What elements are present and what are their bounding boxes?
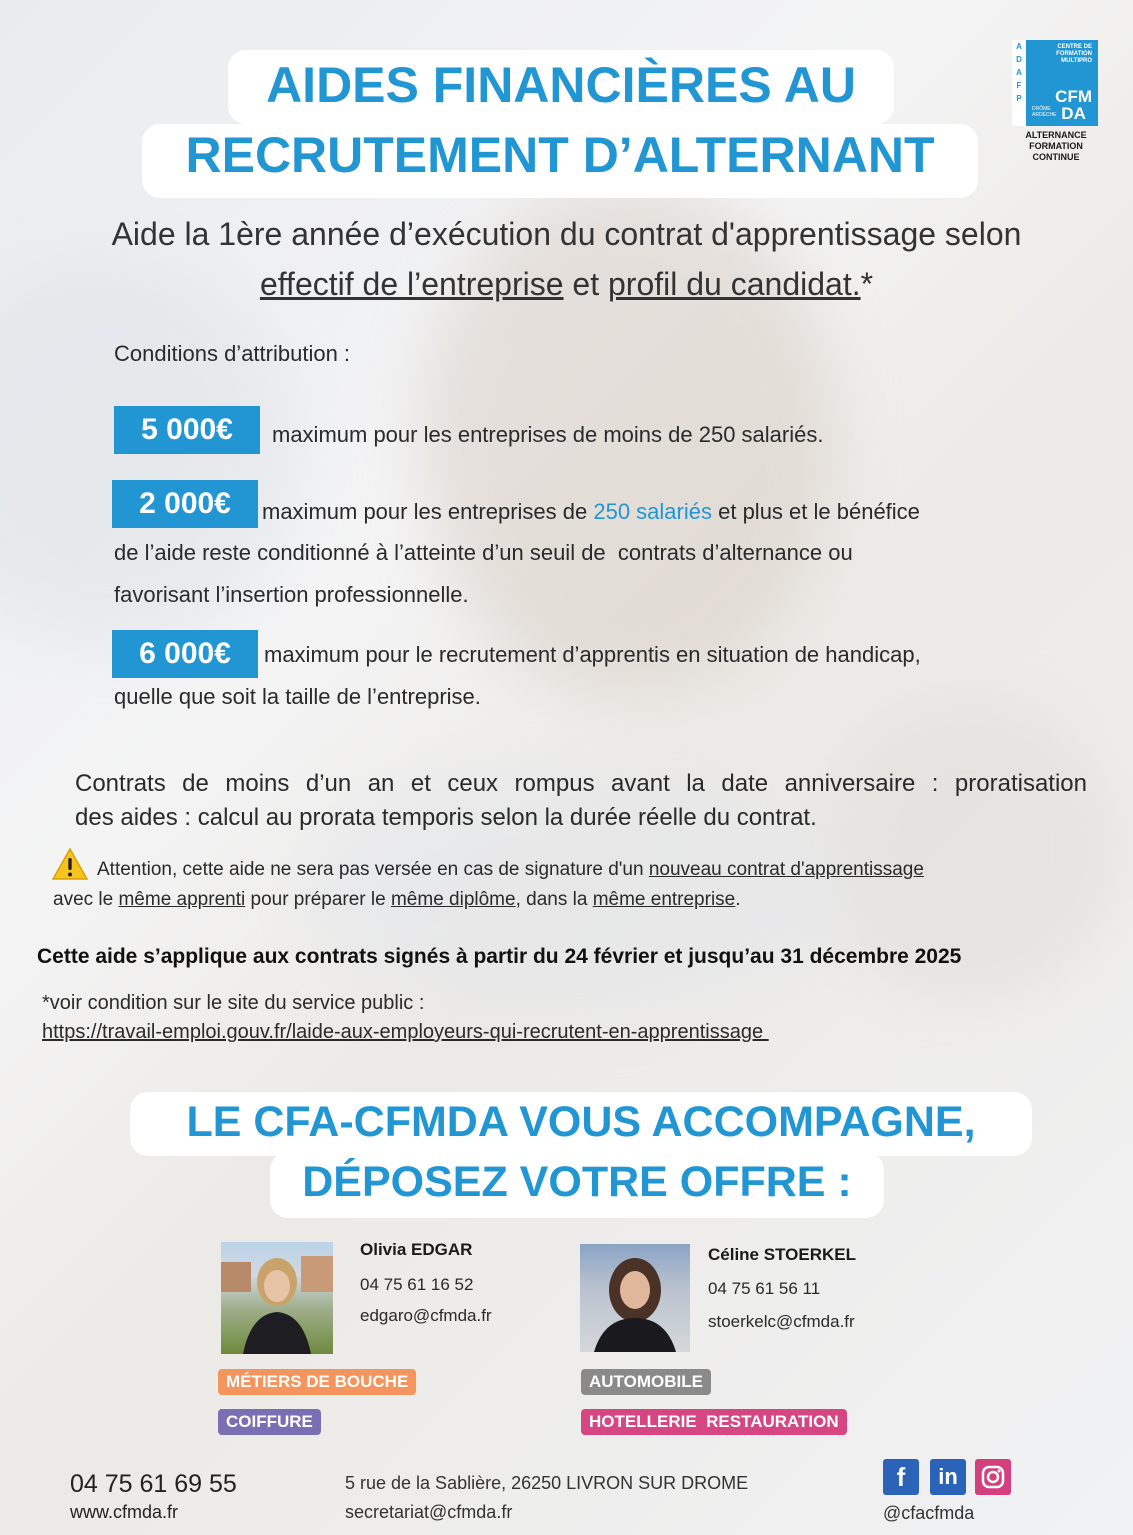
footer-email[interactable]: secretariat@cfmda.fr <box>345 1502 513 1522</box>
contact-phone-celine[interactable]: 04 75 61 56 11 <box>708 1279 821 1298</box>
tag-coiffure: COIFFURE <box>218 1409 321 1435</box>
condition-5000-text: maximum pour les entreprises de moins de 250 salariés. <box>272 422 824 447</box>
warning-icon <box>52 848 88 880</box>
tag-metiers-de-bouche: MÉTIERS DE BOUCHE <box>218 1369 416 1395</box>
linkedin-icon[interactable]: in <box>930 1459 966 1495</box>
social-handle[interactable]: @cfacfmda <box>883 1503 975 1523</box>
cfmda-logo <box>1012 40 1100 163</box>
intro-link-effectif: effectif de l’entreprise <box>259 266 564 302</box>
tag-hotellerie-restauration: HOTELLERIE RESTAURATION <box>581 1409 847 1435</box>
main-title-line1 <box>228 50 894 124</box>
logo-side-letters: A D A F P <box>1012 40 1028 126</box>
logo-caption: ALTERNANCE FORMATION CONTINUE <box>1025 130 1087 162</box>
intro-line-2: effectif de l’entreprise et profil du candidat.* <box>259 266 874 302</box>
title-text-2: RECRUTEMENT D’ALTERNANT <box>185 127 935 183</box>
condition-2000-line1: maximum pour les entreprises de 250 salariés et plus et le bénéfice <box>262 499 920 524</box>
main-title-line2 <box>142 124 978 198</box>
contact-phone-olivia[interactable]: 04 75 61 16 52 <box>360 1275 474 1294</box>
logo-top-text: CENTRE DE FORMATION MULTIPRO <box>1056 44 1092 64</box>
cta-line2: DÉPOSEZ VOTRE OFFRE : <box>270 1152 884 1218</box>
tag-automobile: AUTOMOBILE <box>581 1369 711 1395</box>
highlight-250: 250 salariés <box>593 499 712 524</box>
footer-address: 5 rue de la Sablière, 26250 LIVRON SUR DROME <box>345 1473 749 1493</box>
warning-line2: avec le même apprenti pour préparer le même diplôme, dans la même entreprise. <box>53 889 741 910</box>
contact-name-olivia: Olivia EDGAR <box>360 1240 473 1259</box>
cta-line1: LE CFA-CFMDA VOUS ACCOMPAGNE, <box>130 1092 1032 1156</box>
logo-small-text: DRÔME ARDÈCHE <box>1032 106 1057 118</box>
condition-2000-line3: favorisant l’insertion professionnelle. <box>114 582 469 607</box>
warning-line1: Attention, cette aide ne sera pas versée en cas de signature d'un nouveau contrat d'apprentissage <box>97 859 924 880</box>
intro-link-profil: profil du candidat. <box>607 266 861 302</box>
amount-badge-6000: 6 000€ <box>112 630 258 678</box>
proration-line1: Contrats de moins d’un an et ceux rompus avant la date anniversaire : proratisation <box>75 770 1087 797</box>
validity-statement: Cette aide s’applique aux contrats signés à partir du 24 février et jusqu’au 31 décembre 2025 <box>37 945 962 968</box>
amount-badge-5000: 5 000€ <box>114 406 260 454</box>
conditions-heading: Conditions d’attribution : <box>114 341 351 366</box>
amount-badge-2000: 2 000€ <box>112 480 258 528</box>
footer-phone[interactable]: 04 75 61 69 55 <box>70 1470 237 1498</box>
footnote-text: *voir condition sur le site du service public : <box>42 992 425 1014</box>
intro-line-1: Aide la 1ère année d’exécution du contrat d'apprentissage selon <box>111 216 1022 252</box>
contact-name-celine: Céline STOERKEL <box>708 1245 856 1264</box>
facebook-icon[interactable]: f <box>883 1459 919 1495</box>
condition-2000-line2: de l’aide reste conditionné à l’atteinte d’un seuil de contrats d’alternance ou <box>114 540 853 565</box>
condition-6000-line2: quelle que soit la taille de l’entreprise. <box>114 684 481 709</box>
footnote-url-link[interactable]: https://travail-emploi.gouv.fr/laide-aux-employeurs-qui-recrutent-en-apprentissage <box>42 1021 769 1043</box>
contact-photo-olivia <box>221 1242 333 1354</box>
proration-line2: des aides : calcul au prorata temporis selon la durée réelle du contrat. <box>75 804 817 831</box>
contact-email-celine[interactable]: stoerkelc@cfmda.fr <box>708 1312 855 1331</box>
instagram-icon[interactable] <box>975 1459 1011 1495</box>
logo-big-text: CFM DA <box>1055 87 1092 123</box>
contact-photo-celine <box>580 1244 690 1352</box>
title-text-1: AIDES FINANCIÈRES AU <box>266 57 856 113</box>
condition-6000-line1: maximum pour le recrutement d’apprentis en situation de handicap, <box>264 642 921 667</box>
footer-website[interactable]: www.cfmda.fr <box>70 1502 179 1522</box>
contact-email-olivia[interactable]: edgaro@cfmda.fr <box>360 1306 492 1325</box>
